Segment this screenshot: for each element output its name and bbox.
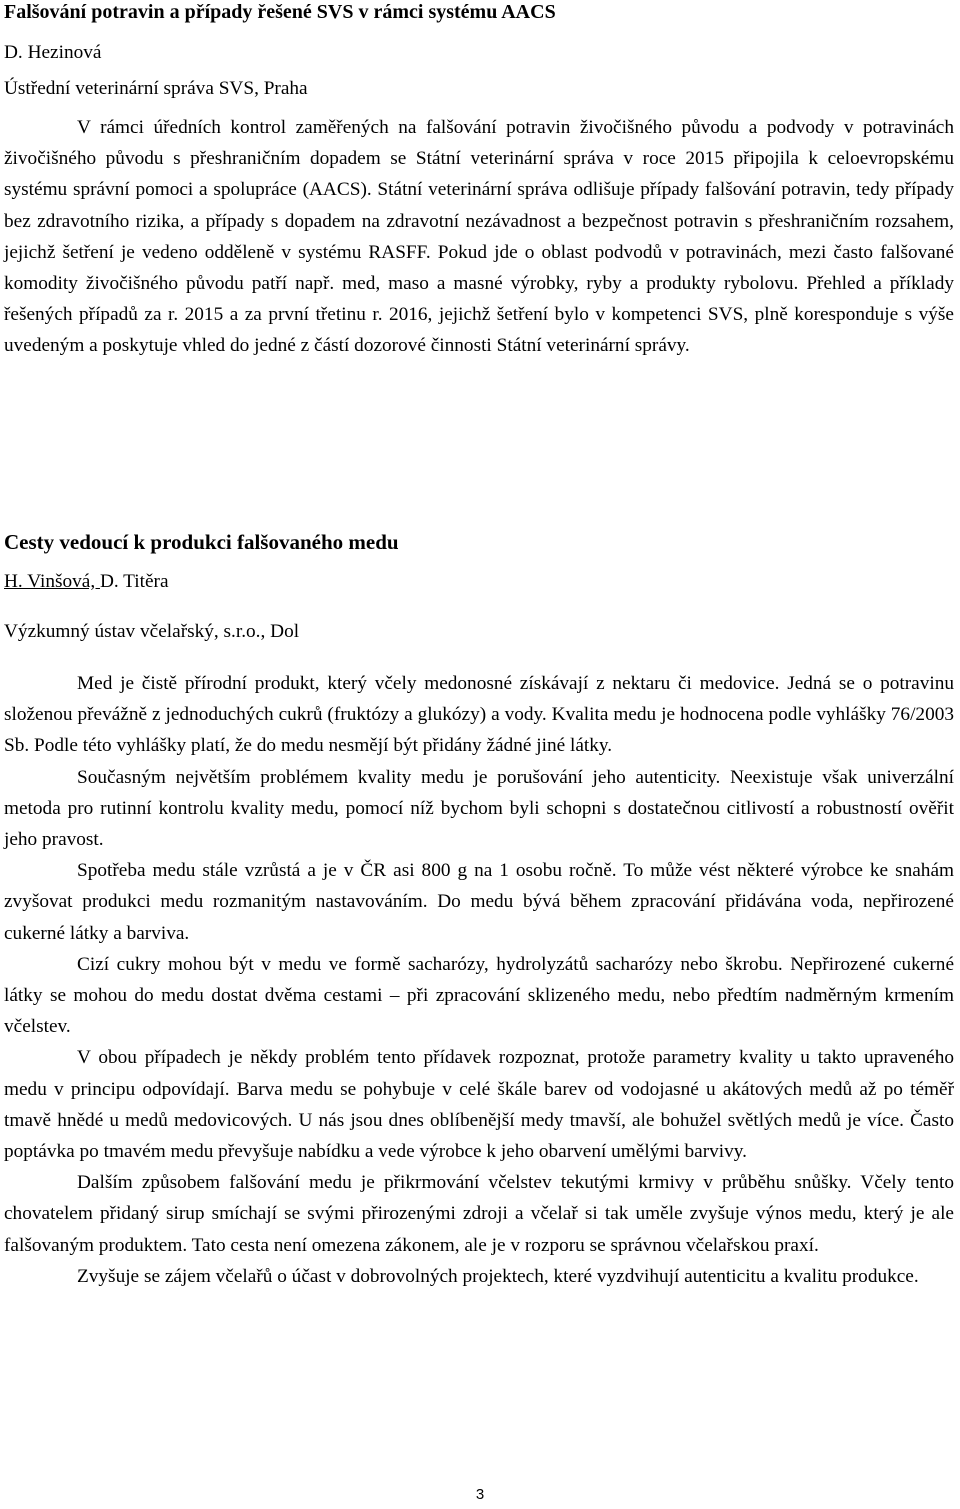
article2-affiliation: Výzkumný ústav včelařský, s.r.o., Dol: [4, 621, 300, 642]
article2-authors: [4, 569, 169, 595]
article2-paragraph: Současným největším problémem kvality medu je porušování jeho autenticity. Neexistuje však univerzální metoda pro rutinní kontrolu kvality medu, pomocí níž bychom byli schopni s dostatečnou citlivostí a robustností ověřit jeho pravost.: [4, 766, 954, 851]
article1-author: D. Hezinová: [4, 42, 102, 63]
article2-paragraph: Cizí cukry mohou být v medu ve formě sacharózy, hydrolyzátů sacharózy nebo škrobu. Nepřirozené cukerné látky se mohou do medu dostat dvěma cestami – při zpracování sklizeného medu, nebo předtím nadměrným krmením včelstev.: [4, 953, 954, 1038]
article2-paragraph: Med je čistě přírodní produkt, který včely medonosné získávají z nektaru či medovice. Jedná se o potravinu složenou převážně z jednoduchých cukrů (fruktózy a glukózy) a vody. Kvalita medu je hodnocena podle vyhlášky 76/2003 Sb. Podle této vyhlášky platí, že do medu nesmějí být přidány žádné jiné látky.: [4, 673, 954, 757]
article2-paragraph: Spotřeba medu stále vzrůstá a je v ČR asi 800 g na 1 osobu ročně. To může vést některé výrobce ke snahám zvyšovat produkci medu rozmanitým nastavováním. Do medu bývá během zpracování přidávána voda, nepřirozené cukerné látky a barviva.: [4, 860, 954, 944]
article1-affiliation: Ústřední veterinární správa SVS, Praha: [4, 78, 308, 99]
article2-paragraph: V obou případech je někdy problém tento přídavek rozpoznat, protože parametry kvality u takto upraveného medu v principu odpovídají. Barva medu se pohybuje v celé škále barev od vodojasné u akátových medů až po téměř tmavě hnědé u medů medovicových. U nás jsou dnes oblíbenější medy tmavší, ale bohužel světlých medů je více. Často poptávka po tmavém medu převyšuje nabídku a vede výrobce k jeho obarvení umělými barvivy.: [4, 1047, 954, 1163]
article2-title: Cesty vedoucí k produkci falšovaného medu: [4, 530, 399, 554]
article1-paragraph: V rámci úředních kontrol zaměřených na falšování potravin živočišného původu a podvody v potravinách živočišného původu s přeshraničním dopadem se Státní veterinární správa v roce 2015 připojila k celoevropskému systému správní pomoci a spolupráce (AACS). Státní veterinární správa odlišuje případy falšování potravin, tedy případy bez zdravotního rizika, a případy s dopadem na zdravotní nezávadnost a bezpečnost potravin s přeshraničním rozsahem, jejichž šetření je vedeno odděleně v systému RASFF. Pokud jde o oblast podvodů v potravinách, mezi často falšované komodity živočišného původu patří např. med, maso a masné výrobky, ryby a produkty rybolovu. Přehled a příklady řešených případů za r. 2015 a za první třetinu r. 2016, jejichž šetření bylo v kompetenci SVS, plně koresponduje s výše uvedeným a poskytuje vhled do jedné z částí dozorové činnosti Státní veterinární správy.: [4, 117, 954, 357]
article2-body: [4, 668, 954, 1292]
article2-author-rest: D. Titěra: [99, 571, 169, 592]
article1-title: Falšování potravin a případy řešené SVS v rámci systému AACS: [4, 1, 556, 23]
article2-paragraph: Dalším způsobem falšování medu je přikrmování včelstev tekutými krmivy v průběhu snůšky. Včely tento chovatelem přidaný sirup smíchají se svými přirozenými zdroji a včelař si tak uměle zvyšuje výnos medu, který je ale falšovaným produktem. Tato cesta není omezena zákonem, ale je v rozporu se správnou včelařskou praxí.: [4, 1172, 954, 1256]
article2-paragraph: Zvyšuje se zájem včelařů o účast v dobrovolných projektech, které vyzdvihují autenticitu a kvalitu produkce.: [77, 1265, 919, 1287]
article2-author-underlined: H. Vinšová,: [4, 571, 100, 592]
page-number: 3: [475, 1486, 485, 1503]
